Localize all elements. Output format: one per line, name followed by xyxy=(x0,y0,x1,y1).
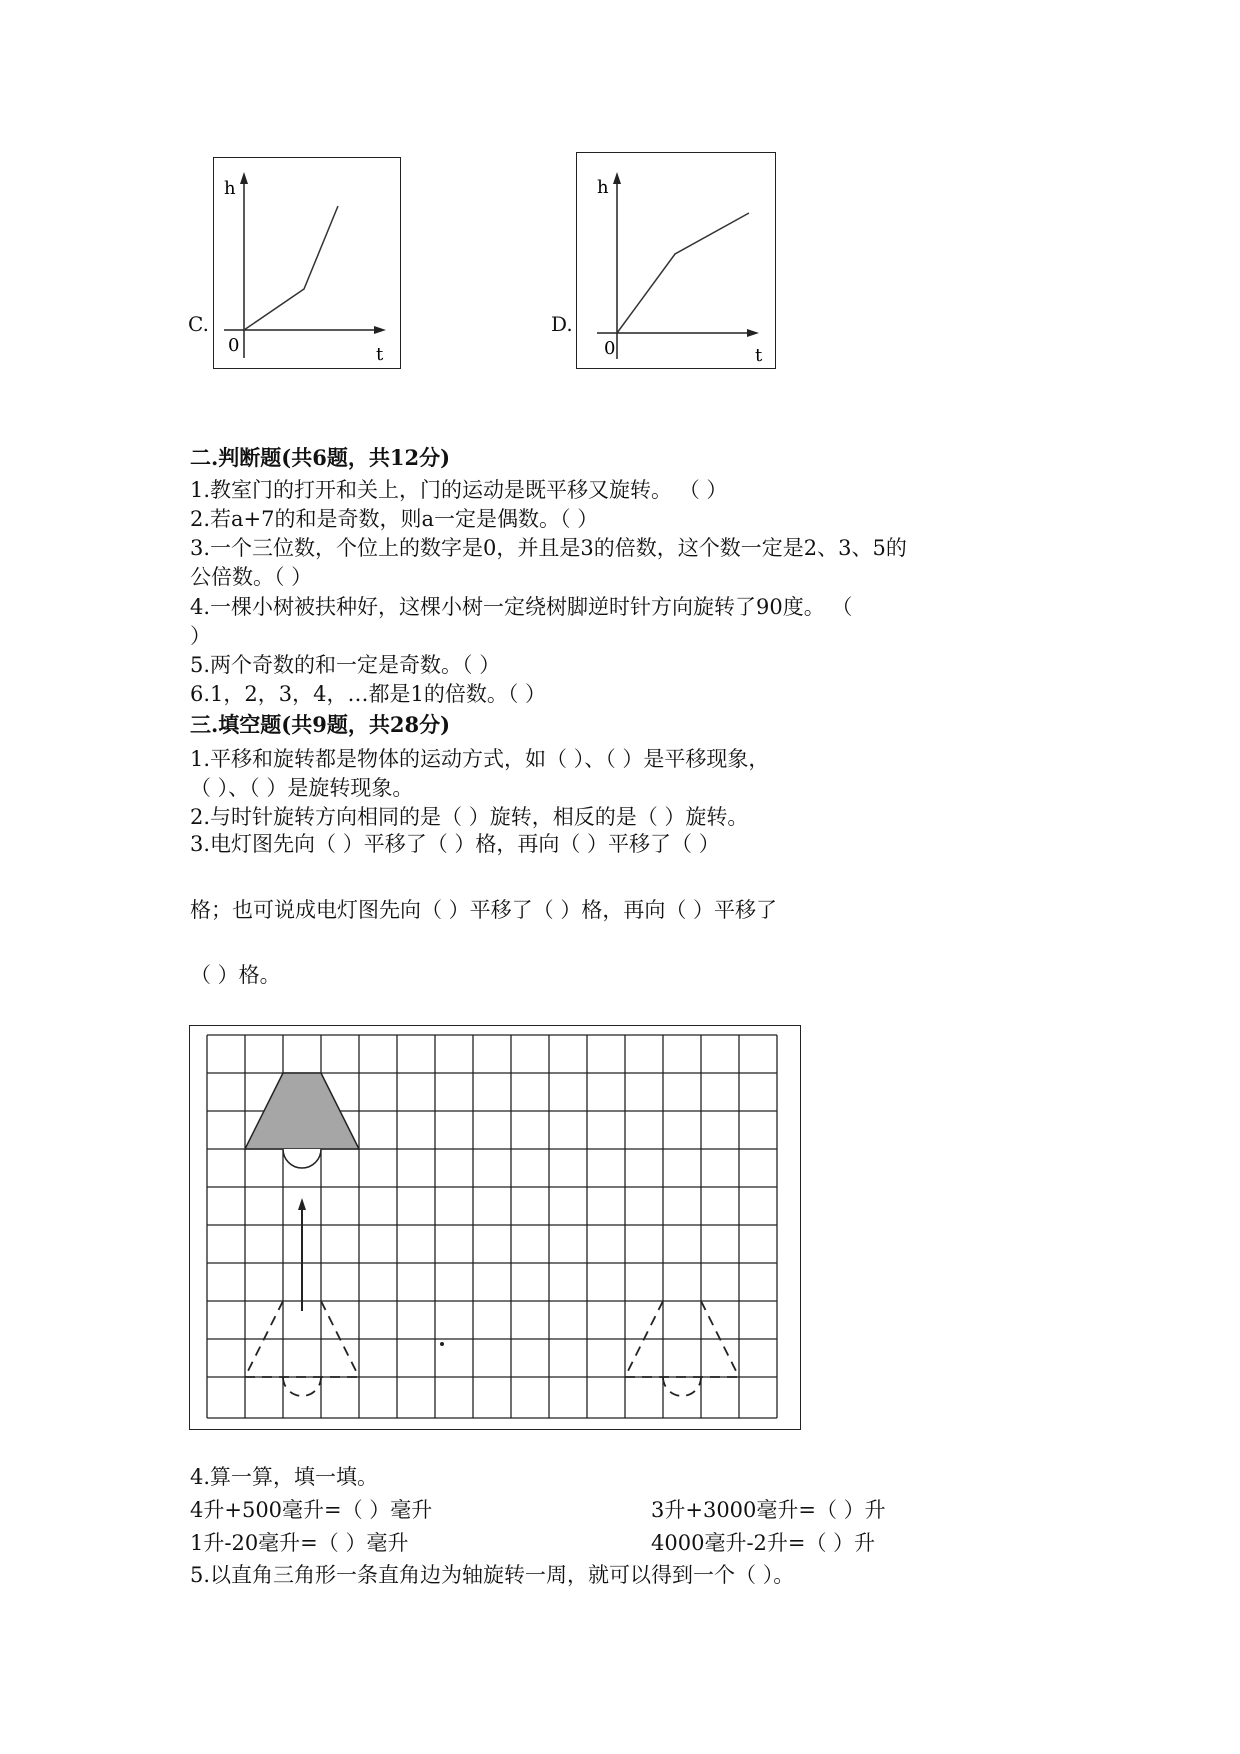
s3-q5: 5.以直角三角形一条直角边为轴旋转一周，就可以得到一个（ ）。 xyxy=(190,1563,795,1587)
graph-c-plot xyxy=(214,158,400,368)
s3-q4-title: 4.算一算，填一填。 xyxy=(190,1465,379,1489)
graph-c-x-label: t xyxy=(376,344,384,365)
s2-q6: 6.1，2，3，4，…都是1的倍数。（ ） xyxy=(190,682,547,706)
graph-c-y-label: h xyxy=(224,178,236,199)
graph-c-origin: 0 xyxy=(228,335,240,356)
graph-d-origin: 0 xyxy=(604,338,616,359)
s2-q4: 4.一棵小树被扶种好，这棵小树一定绕树脚逆时针方向旋转了90度。 （ xyxy=(190,595,853,619)
s3-q3: 3.电灯图先向（ ）平移了（ ）格，再向（ ）平移了（ ） xyxy=(190,832,720,856)
s3-q1: 1.平移和旋转都是物体的运动方式，如（ ）、（ ）是平移现象， xyxy=(190,747,770,771)
graph-d-y-label: h xyxy=(597,177,609,198)
section2-title: 二.判断题(共6题，共12分) xyxy=(190,445,451,470)
option-d-label: D. xyxy=(551,312,573,336)
s2-q3: 3.一个三位数，个位上的数字是0，并且是3的倍数，这个数一定是2、3、5的 xyxy=(190,536,907,560)
lamp-grid xyxy=(190,1026,800,1429)
graph-c xyxy=(213,157,401,369)
s3-q1-cont: （ ）、（ ）是旋转现象。 xyxy=(190,776,414,800)
s2-q3-cont: 公倍数。（ ） xyxy=(190,565,313,589)
s3-q2: 2.与时针旋转方向相同的是（ ）旋转，相反的是（ ）旋转。 xyxy=(190,805,749,829)
graph-d-x-label: t xyxy=(755,345,763,366)
s3-q4-r1c1: 4升+500毫升=（ ）毫升 xyxy=(190,1498,433,1522)
s3-q3-cont: 格；也可说成电灯图先向（ ）平移了（ ）格，再向（ ）平移了 xyxy=(190,898,778,922)
s3-q3-end: （ ）格。 xyxy=(190,963,281,987)
graph-d xyxy=(576,152,776,369)
s3-q4-r2c1: 1升-20毫升=（ ）毫升 xyxy=(190,1531,409,1555)
option-c-label: C. xyxy=(188,312,209,336)
s2-q5: 5.两个奇数的和一定是奇数。（ ） xyxy=(190,653,501,677)
s2-q2: 2.若a+7的和是奇数，则a一定是偶数。（ ） xyxy=(190,507,599,531)
s2-q4-cont: ） xyxy=(190,624,211,648)
s3-q4-r2c2: 4000毫升-2升=（ ）升 xyxy=(651,1531,876,1555)
section3-title: 三.填空题(共9题，共28分) xyxy=(190,712,451,737)
s2-q1: 1.教室门的打开和关上，门的运动是既平移又旋转。 （ ） xyxy=(190,478,728,502)
s3-q4-r1c2: 3升+3000毫升=（ ）升 xyxy=(651,1498,886,1522)
lamp-grid-figure xyxy=(189,1025,801,1430)
graph-d-plot xyxy=(577,153,775,368)
